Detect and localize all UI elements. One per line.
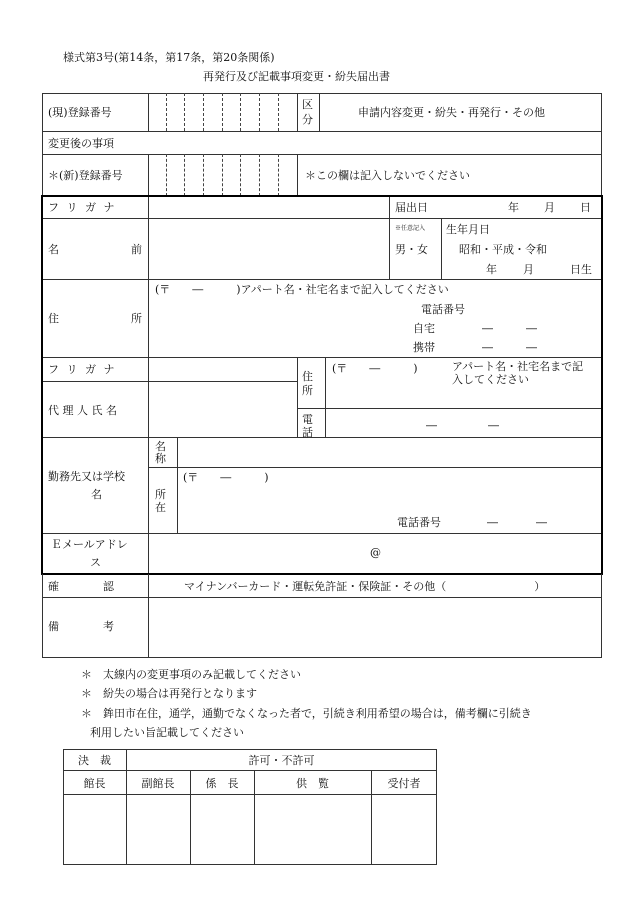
phone-label: 電話番号 — [421, 303, 465, 316]
new-reg-label: ＊(新)登録番号 — [48, 169, 123, 182]
name-label-2: 前 — [131, 243, 142, 256]
note-2: ＊ 紛失の場合は再発行となります — [81, 687, 257, 700]
work-location-label-2: 在 — [155, 501, 166, 514]
work-phone-label: 電話番号 — [397, 516, 441, 529]
birth-month: 月 — [523, 263, 534, 276]
approval-col-chief: 係 長 — [205, 776, 239, 790]
no-entry-note: ＊この欄は記入しないでください — [305, 169, 470, 182]
filing-month: 月 — [544, 201, 555, 214]
mobile-dash-2: ― — [526, 341, 537, 354]
agent-address-note-1: アパート名・社宅名まで記 — [452, 360, 584, 373]
agent-postal: (〒 ― ) — [332, 362, 418, 375]
home-phone-label: 自宅 — [413, 322, 435, 335]
form-title: 再発行及び記載事項変更・紛失届出書 — [203, 70, 390, 83]
note-1: ＊ 太線内の変更事項のみ記載してください — [81, 668, 301, 681]
work-phone-dash-2: ― — [536, 516, 547, 529]
mobile-dash-1: ― — [482, 341, 493, 354]
email-at-sign: @ — [370, 546, 381, 559]
agent-address-note-2: 入してください — [452, 373, 529, 386]
address-label-2: 所 — [131, 312, 142, 325]
work-label-1: 勤務先又は学校 — [48, 470, 125, 483]
approval-col-circulation: 供 覧 — [296, 776, 329, 790]
address-postal-note: (〒 ― )アパート名・社宅名まで記入してください — [155, 283, 449, 296]
note-3: ＊ 鉾田市在住，通学，通勤でなくなった者で，引続き利用希望の場合は，備考欄に引続き — [81, 707, 532, 720]
approval-col-director: 館長 — [83, 776, 106, 790]
filing-date-label: 届出日 — [395, 201, 428, 214]
approval-result: 許可・不許可 — [248, 754, 315, 767]
note-4: 利用したい旨記載してください — [90, 726, 244, 739]
agent-tel-dash-1: ― — [426, 419, 437, 432]
remarks-label: 備 考 — [48, 620, 114, 633]
kubun-label-1: 区 — [302, 98, 313, 111]
email-label-1: Ｅメールアドレ — [51, 538, 128, 551]
work-location-label-1: 所 — [155, 488, 166, 501]
agent-address-label-1: 住 — [302, 370, 313, 383]
form-number: 様式第3号(第14条，第17条，第20条関係) — [63, 51, 275, 64]
era-select[interactable]: 昭和・平成・令和 — [459, 243, 547, 256]
mobile-phone-label: 携帯 — [413, 341, 435, 354]
approval-col-deputy: 副館長 — [141, 776, 175, 790]
birth-day: 日生 — [570, 263, 592, 276]
agent-tel-dash-2: ― — [488, 419, 499, 432]
filing-day: 日 — [580, 201, 591, 214]
approval-col-receiver: 受付者 — [387, 776, 421, 790]
filing-year: 年 — [508, 201, 519, 214]
email-label-2: ス — [90, 556, 101, 569]
furigana-label: フ リ ガ ナ — [48, 201, 117, 214]
work-phone-dash-1: ― — [487, 516, 498, 529]
agent-name-label: 代 理 人 氏 名 — [48, 404, 117, 417]
agent-tel-label-2: 話 — [302, 426, 313, 439]
address-label-1: 住 — [48, 312, 59, 325]
kubun-options[interactable]: 申請内容変更・紛失・再発行・その他 — [358, 106, 545, 119]
work-label-2: 名 — [91, 488, 102, 501]
dob-label: 生年月日 — [446, 223, 490, 236]
optional-note: ※任意記入 — [395, 225, 426, 232]
gender-select[interactable]: 男・女 — [395, 243, 428, 256]
name-label-1: 名 — [48, 243, 59, 256]
home-dash-2: ― — [526, 322, 537, 335]
confirm-label: 確 認 — [48, 580, 114, 593]
birth-year: 年 — [486, 263, 497, 276]
agent-address-label-2: 所 — [302, 384, 313, 397]
approval-decision: 決 裁 — [78, 754, 111, 767]
home-dash-1: ― — [482, 322, 493, 335]
work-postal: (〒 ― ) — [183, 471, 269, 484]
agent-tel-label-1: 電 — [302, 413, 313, 426]
work-name-label-2: 称 — [155, 452, 166, 465]
agent-furigana-label: フ リ ガ ナ — [48, 363, 117, 376]
current-reg-label: (現)登録番号 — [48, 106, 112, 119]
kubun-label-2: 分 — [302, 113, 313, 126]
work-name-label-1: 名 — [155, 440, 166, 453]
after-change-label: 変更後の事項 — [48, 137, 114, 150]
confirm-options[interactable]: マイナンバーカード・運転免許証・保険証・その他（ ） — [184, 580, 546, 593]
